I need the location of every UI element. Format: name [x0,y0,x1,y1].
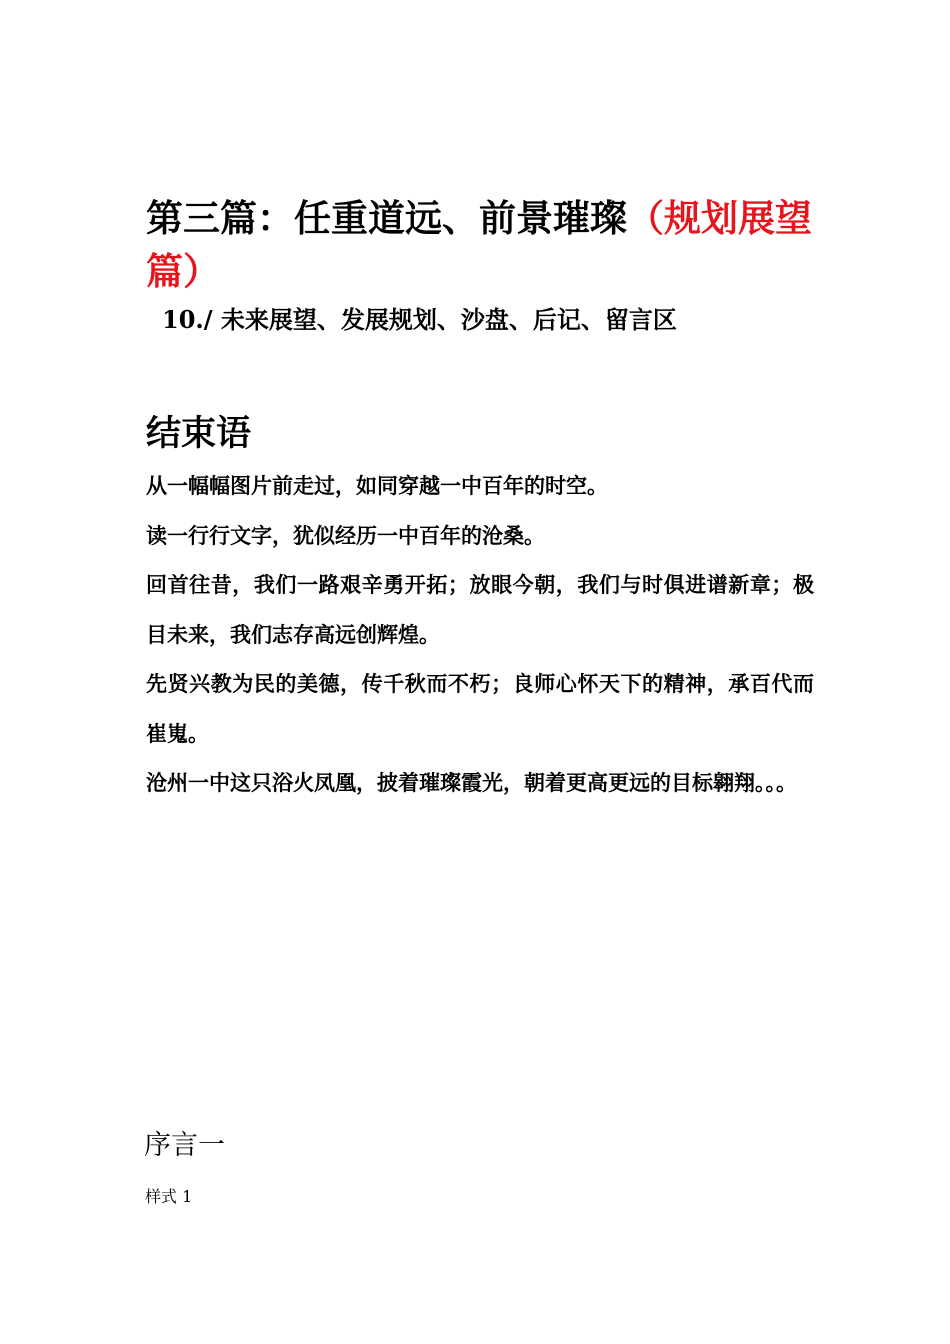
chapter-heading [146,192,816,298]
closing-paragraph: 读一行行文字，犹似经历一中百年的沧桑。 [146,522,545,548]
closing-paragraph: 从一幅幅图片前走过，如同穿越一中百年的时空。 [146,473,608,498]
preface-title: 序言一 [144,1130,225,1161]
closing-body [146,461,814,808]
chapter-heading-accent: （规划展望篇） [146,196,812,293]
closing-paragraph: 先贤兴教为民的美德，传千秋而不朽；良师心怀天下的精神，承百代而崔嵬。 [146,671,814,746]
closing-paragraph: 沧州一中这只浴火凤凰，披着璀璨霞光，朝着更高更远的目标翱翔。。。 [146,770,797,795]
chapter-heading-main: 第三篇：任重道远、前景璀璨 [146,196,627,240]
style-label: 样式 1 [145,1187,193,1206]
section-line: 10./ 未来展望、发展规划、沙盘、后记、留言区 [162,305,677,334]
closing-paragraph: 回首往昔，我们一路艰辛勇开拓；放眼今朝，我们与时俱进谱新章；极目未来，我们志存高远创辉煌。 [146,572,814,647]
closing-title: 结束语 [146,413,252,454]
